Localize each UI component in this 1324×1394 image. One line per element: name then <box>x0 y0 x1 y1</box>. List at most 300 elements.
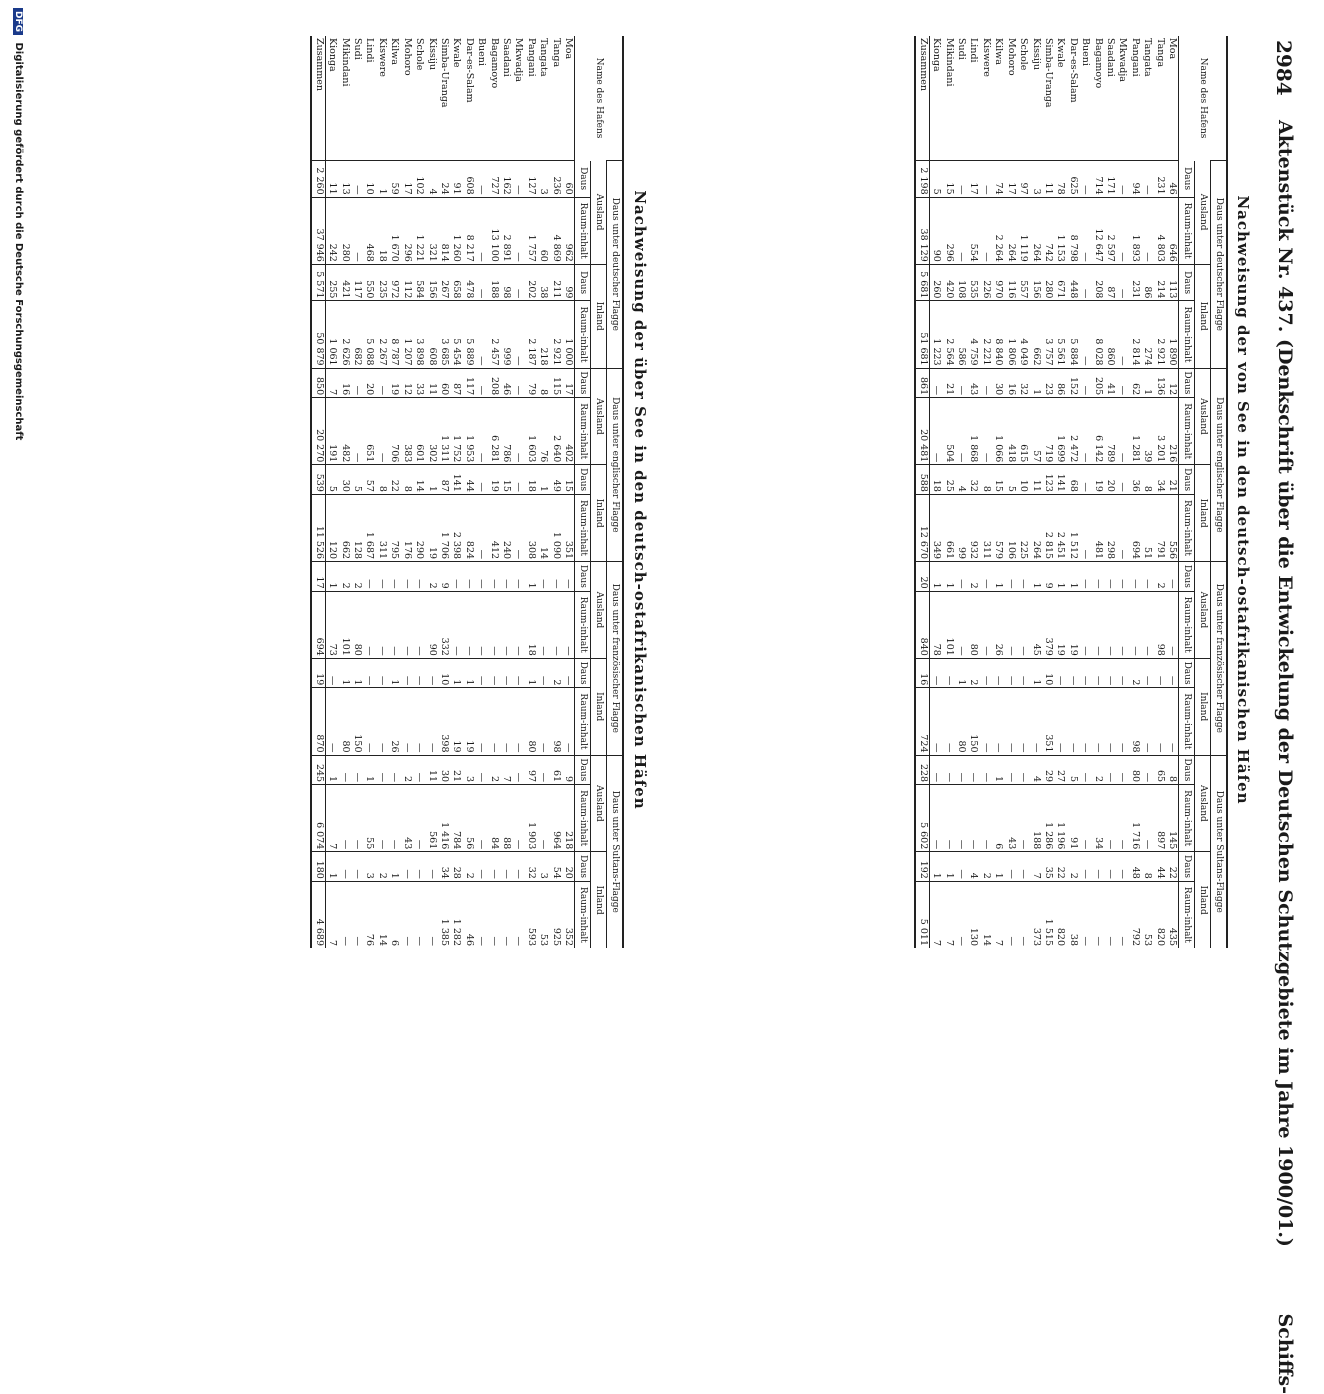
table-cell: — <box>1004 852 1016 882</box>
col-raum: Raum-inhalt <box>575 785 591 852</box>
table-cell: — <box>1116 688 1128 755</box>
col-daus: Daus <box>575 755 591 785</box>
table-cell: 141 <box>450 465 462 495</box>
table-row <box>351 36 363 948</box>
table-cell: 46 <box>1166 161 1179 198</box>
table-cell: 1 221 <box>413 197 425 264</box>
col-group-english: Daus unter englischer Flagge <box>607 368 624 561</box>
table-cell: 15 <box>562 465 575 495</box>
table-cell: 742 <box>1042 197 1054 264</box>
harbor-name: Moa <box>1167 38 1178 60</box>
table-cell: 6 142 <box>1091 398 1103 465</box>
table-cell: 1 <box>1029 562 1041 592</box>
table-cell: 352 <box>562 881 575 948</box>
table-cell: 14 <box>980 881 992 948</box>
total-cell: 51 681 <box>915 301 929 368</box>
table-cell: 17 <box>967 161 979 198</box>
table-cell: — <box>1079 688 1091 755</box>
table-cell: — <box>1079 658 1091 688</box>
table-cell: 9 <box>562 755 575 785</box>
harbor-name: Dar-es-Salam <box>463 38 475 103</box>
table-cell: 65 <box>1153 755 1165 785</box>
table-cell: 4 803 <box>1153 197 1165 264</box>
table-cell: — <box>955 562 967 592</box>
table-cell: — <box>1091 881 1103 948</box>
table-cell: 60 <box>562 161 575 198</box>
table-cell: 814 <box>438 197 450 264</box>
col-raum: Raum-inhalt <box>1179 494 1195 561</box>
table-row <box>1128 36 1140 948</box>
total-cell: 539 <box>311 465 325 495</box>
table-cell: 280 <box>1042 264 1054 301</box>
table-cell: 3 757 <box>1042 301 1054 368</box>
table-cell: 1 706 <box>438 494 450 561</box>
table-cell: — <box>487 562 499 592</box>
table-cell: — <box>942 688 954 755</box>
table-cell: 23 <box>1042 368 1054 398</box>
table-cell: 925 <box>549 881 561 948</box>
table-row <box>942 36 954 948</box>
table-cell: 1 <box>376 161 388 198</box>
table-cell: 115 <box>549 368 561 398</box>
col-daus: Daus <box>1179 368 1195 398</box>
table-cell: 57 <box>1029 398 1041 465</box>
table-cell: 7 <box>992 881 1004 948</box>
table-cell: 22 <box>388 465 400 495</box>
table-cell: — <box>376 591 388 658</box>
table-cell: 26 <box>388 688 400 755</box>
table-cell: 84 <box>487 785 499 852</box>
table-cell: — <box>413 852 425 882</box>
table-cell: 176 <box>400 494 412 561</box>
table-cell: — <box>562 562 575 592</box>
table-cell: 205 <box>1091 368 1103 398</box>
table-cell: — <box>1054 658 1066 688</box>
table-cell: 202 <box>524 264 536 301</box>
table-cell: — <box>1079 881 1091 948</box>
table-cell: 7 <box>929 881 942 948</box>
table-cell: 97 <box>1017 161 1029 198</box>
table-cell: 61 <box>549 755 561 785</box>
table-cell: 80 <box>955 688 967 755</box>
table-cell: 351 <box>1042 688 1054 755</box>
page-header-title <box>1274 120 1296 1394</box>
table-cell: — <box>1128 591 1140 658</box>
harbor-name: Saadani <box>1104 38 1116 77</box>
table-cell: 80 <box>967 591 979 658</box>
table-cell: — <box>980 688 992 755</box>
table-cell: 35 <box>1042 852 1054 882</box>
table-cell: 102 <box>413 161 425 198</box>
table-cell: 20 <box>1104 465 1116 495</box>
col-daus: Daus <box>1179 465 1195 495</box>
table-cell: — <box>512 197 524 264</box>
table-cell: 19 <box>1066 591 1078 658</box>
table-row <box>462 36 474 948</box>
table-cell: 7 <box>325 785 338 852</box>
table-cell: — <box>1066 688 1078 755</box>
table-cell: 727 <box>487 161 499 198</box>
table-cell: 2 921 <box>1153 301 1165 368</box>
table-cell: 101 <box>338 591 350 658</box>
col-daus: Daus <box>575 658 591 688</box>
table-cell: 435 <box>1166 881 1179 948</box>
table-cell: 20 <box>562 852 575 882</box>
total-cell: 19 <box>311 658 325 688</box>
table-cell: — <box>400 852 412 882</box>
table-cell: — <box>338 755 350 785</box>
table-cell: 860 <box>1104 301 1116 368</box>
table-cell: 1 <box>325 562 338 592</box>
table-cell: 39 <box>1141 398 1153 465</box>
table-cell: 80 <box>524 688 536 755</box>
table-cell: — <box>980 161 992 198</box>
table-cell: 1 <box>929 562 942 592</box>
table-cell: — <box>475 398 487 465</box>
table-cell: 2 <box>462 852 474 882</box>
col-sub-ausland: Ausland <box>1195 562 1211 659</box>
table-cell: 90 <box>425 591 437 658</box>
table-cell: — <box>1141 591 1153 658</box>
harbor-name: Dar-es-Salam <box>1067 38 1079 103</box>
table-row <box>400 36 412 948</box>
table-cell: 87 <box>450 368 462 398</box>
table-cell: 1 <box>992 755 1004 785</box>
table-cell: 420 <box>942 264 954 301</box>
table-cell: — <box>475 852 487 882</box>
table-cell: — <box>413 591 425 658</box>
table-cell: 17 <box>400 161 412 198</box>
harbor-name: Bueni <box>476 38 488 66</box>
table-cell: — <box>1141 161 1153 198</box>
table-cell: 29 <box>1042 755 1054 785</box>
col-group-english: Daus unter englischer Flagge <box>1211 368 1228 561</box>
table-cell: 21 <box>942 368 954 398</box>
harbor-name: Kissiju <box>1030 38 1042 70</box>
table-cell: 398 <box>438 688 450 755</box>
table-row <box>980 36 992 948</box>
table-cell: 608 <box>425 301 437 368</box>
table-cell: — <box>500 688 512 755</box>
table-cell: — <box>425 658 437 688</box>
table-row <box>1054 36 1066 948</box>
harbor-name: Sudi <box>352 38 364 60</box>
total-label: Zusammen <box>915 36 929 161</box>
table-cell: — <box>376 398 388 465</box>
table-cell: 55 <box>363 785 375 852</box>
table-cell: — <box>500 881 512 948</box>
col-raum: Raum-inhalt <box>575 197 591 264</box>
total-cell: 50 879 <box>311 301 325 368</box>
col-raum: Raum-inhalt <box>575 398 591 465</box>
table-cell: 792 <box>1128 881 1140 948</box>
table-cell: — <box>537 562 549 592</box>
table-departures <box>310 36 624 948</box>
table-cell: 658 <box>450 264 462 301</box>
table-cell: — <box>967 755 979 785</box>
table-cell: — <box>338 785 350 852</box>
table-cell: 141 <box>1054 465 1066 495</box>
table-cell: 11 <box>425 368 437 398</box>
total-cell: 38 129 <box>915 197 929 264</box>
table-cell: — <box>425 688 437 755</box>
harbor-name: Mikindani <box>943 38 955 87</box>
total-cell: 180 <box>311 852 325 882</box>
table-cell: 296 <box>400 197 412 264</box>
table-cell: — <box>1153 688 1165 755</box>
table-cell: 32 <box>1017 368 1029 398</box>
harbor-name: Simba-Uranga <box>438 38 450 108</box>
table-cell: — <box>1017 755 1029 785</box>
table-cell: 48 <box>1128 852 1140 882</box>
table-cell: 41 <box>1104 368 1116 398</box>
table-cell: — <box>512 591 524 658</box>
col-daus: Daus <box>1179 264 1195 301</box>
table-cell: 1 <box>942 852 954 882</box>
table-cell: — <box>475 881 487 948</box>
table-cell: 1 281 <box>1128 398 1140 465</box>
table-cell: 236 <box>549 161 561 198</box>
table-cell: 15 <box>992 465 1004 495</box>
table-cell: — <box>955 398 967 465</box>
table-cell: 298 <box>1104 494 1116 561</box>
table-cell: — <box>413 658 425 688</box>
table-cell: — <box>512 562 524 592</box>
table-cell: 5 561 <box>1054 301 1066 368</box>
table-cell: 10 <box>438 658 450 688</box>
table-cell: — <box>425 852 437 882</box>
table-row <box>487 36 499 948</box>
harbor-name: Bueni <box>1080 38 1092 66</box>
col-daus: Daus <box>575 368 591 398</box>
table-cell: — <box>363 562 375 592</box>
table-cell: — <box>351 368 363 398</box>
table-cell: 108 <box>955 264 967 301</box>
table-cell: — <box>929 688 942 755</box>
table-cell: 5 454 <box>450 301 462 368</box>
table-cell: 1 <box>338 658 350 688</box>
table-cell: — <box>1141 785 1153 852</box>
table-cell: 2 451 <box>1054 494 1066 561</box>
harbor-name: Lindi <box>364 38 376 63</box>
table-cell: — <box>450 562 462 592</box>
table-cell: 24 <box>438 161 450 198</box>
table-cell: — <box>980 591 992 658</box>
table-cell: — <box>500 591 512 658</box>
table-cell: 9 <box>1042 562 1054 592</box>
table-cell: 7 <box>325 881 338 948</box>
table-cell: 5 <box>351 465 363 495</box>
table-cell: 682 <box>351 301 363 368</box>
table-cell: — <box>487 591 499 658</box>
table-cell: 53 <box>1141 881 1153 948</box>
table-cell: 17 <box>1004 161 1016 198</box>
table-cell: — <box>475 755 487 785</box>
table-cell: 22 <box>1054 852 1066 882</box>
table-cell: 264 <box>1004 197 1016 264</box>
table-cell: 651 <box>363 398 375 465</box>
harbor-name: Lindi <box>968 38 980 63</box>
table-cell: 4 759 <box>967 301 979 368</box>
table-cell: 2 221 <box>980 301 992 368</box>
total-row <box>915 36 929 948</box>
table-cell: — <box>400 562 412 592</box>
table-cell: 448 <box>1066 264 1078 301</box>
col-sub-ausland: Ausland <box>1195 368 1211 465</box>
table-cell: 1 <box>351 658 363 688</box>
table-cell: 208 <box>1091 264 1103 301</box>
table-cell: 1 207 <box>400 301 412 368</box>
table-cell: 6 <box>992 785 1004 852</box>
table-cell: — <box>475 368 487 398</box>
table-cell: 972 <box>388 264 400 301</box>
table-cell: 19 <box>487 465 499 495</box>
table-cell: — <box>537 658 549 688</box>
table-cell: 412 <box>487 494 499 561</box>
harbor-name: Pangani <box>1129 38 1141 77</box>
table-cell: 34 <box>1153 465 1165 495</box>
table-cell: — <box>1166 591 1179 658</box>
table-cell: — <box>955 591 967 658</box>
table-cell: 5 088 <box>363 301 375 368</box>
footer-credit <box>13 0 24 1008</box>
table-cell: 601 <box>413 398 425 465</box>
harbor-name: Kionga <box>327 38 339 72</box>
col-daus: Daus <box>575 562 591 592</box>
table-cell: — <box>1141 658 1153 688</box>
table-cell: 1 716 <box>1128 785 1140 852</box>
table-cell: — <box>475 465 487 495</box>
total-cell: 5 571 <box>311 264 325 301</box>
table-cell: 11 <box>325 161 338 198</box>
table-cell: — <box>1141 755 1153 785</box>
table-cell: 27 <box>1054 755 1066 785</box>
table-cell: — <box>1017 688 1029 755</box>
table-cell: 1 090 <box>549 494 561 561</box>
table-cell: — <box>1029 688 1041 755</box>
table-cell: 8 <box>1166 755 1179 785</box>
table-cell: 10 <box>1017 465 1029 495</box>
table-cell: — <box>955 197 967 264</box>
col-sub-inland: Inland <box>591 264 607 368</box>
table-cell: 290 <box>413 494 425 561</box>
col-raum: Raum-inhalt <box>1179 301 1195 368</box>
total-cell: 20 270 <box>311 398 325 465</box>
col-raum: Raum-inhalt <box>1179 197 1195 264</box>
table-cell: 32 <box>967 465 979 495</box>
table-cell: 78 <box>1054 161 1066 198</box>
col-daus: Daus <box>1179 658 1195 688</box>
table-cell: 264 <box>1029 197 1041 264</box>
harbor-name: Simba-Uranga <box>1042 38 1054 108</box>
table-cell: 3 898 <box>413 301 425 368</box>
table-cell: 188 <box>487 264 499 301</box>
table-cell: — <box>512 264 524 301</box>
table-cell: 1 385 <box>438 881 450 948</box>
table-row <box>512 36 524 948</box>
table-cell: 68 <box>1066 465 1078 495</box>
table-cell: — <box>351 755 363 785</box>
harbor-name: Pangani <box>525 38 537 77</box>
table-cell: 962 <box>562 197 575 264</box>
table-cell: — <box>1079 197 1091 264</box>
table-cell: 1 <box>1029 368 1041 398</box>
table-cell: 12 647 <box>1091 197 1103 264</box>
table-cell: 383 <box>400 398 412 465</box>
table-cell: — <box>376 562 388 592</box>
table-cell: 113 <box>1166 264 1179 301</box>
table-cell: 2 <box>1128 658 1140 688</box>
table-row <box>1066 36 1078 948</box>
table-cell: — <box>955 755 967 785</box>
table-cell: 120 <box>325 494 338 561</box>
table-cell: 19 <box>388 368 400 398</box>
table-cell: — <box>980 562 992 592</box>
table-cell: — <box>1141 688 1153 755</box>
table-cell: 78 <box>929 591 942 658</box>
table-cell: 46 <box>462 881 474 948</box>
table-cell: 2 <box>425 562 437 592</box>
total-cell: 6 074 <box>311 785 325 852</box>
table-cell: 615 <box>1017 398 1029 465</box>
table-row <box>413 36 425 948</box>
table-cell: 14 <box>413 465 425 495</box>
table-cell: — <box>1116 785 1128 852</box>
col-sub-inland: Inland <box>591 658 607 755</box>
table-cell: 36 <box>1128 465 1140 495</box>
table-cell: 1 223 <box>929 301 942 368</box>
table-cell: 32 <box>524 852 536 882</box>
table-cell: 76 <box>537 398 549 465</box>
table-cell: 1 <box>1029 658 1041 688</box>
table-cell: 402 <box>562 398 575 465</box>
table-cell: — <box>413 562 425 592</box>
table-cell: — <box>929 398 942 465</box>
col-sub-inland: Inland <box>591 465 607 562</box>
table-cell: 786 <box>500 398 512 465</box>
table-cell: 6 281 <box>487 398 499 465</box>
table-cell: — <box>955 852 967 882</box>
table-cell: 662 <box>1029 301 1041 368</box>
table-cell: — <box>1104 852 1116 882</box>
table-cell: 123 <box>1042 465 1054 495</box>
table-cell: — <box>475 591 487 658</box>
table-cell: 1 <box>325 852 338 882</box>
total-cell: 11 526 <box>311 494 325 561</box>
table-cell: 478 <box>462 264 474 301</box>
total-cell: 20 481 <box>915 398 929 465</box>
table-cell: 2 814 <box>1128 301 1140 368</box>
table-cell: — <box>1153 658 1165 688</box>
col-sub-inland: Inland <box>1195 465 1211 562</box>
table-cell: — <box>376 658 388 688</box>
harbor-name: Bagamoyo <box>1092 38 1104 89</box>
col-sub-ausland: Ausland <box>591 368 607 465</box>
table-cell: — <box>512 852 524 882</box>
table-cell: 25 <box>942 465 954 495</box>
table-cell: — <box>376 755 388 785</box>
table-row <box>425 36 437 948</box>
table-cell: — <box>325 688 338 755</box>
table-cell: 482 <box>338 398 350 465</box>
table-cell: 49 <box>549 465 561 495</box>
table-cell: 351 <box>562 494 575 561</box>
table-cell: 1 806 <box>1004 301 1016 368</box>
table-cell: — <box>413 785 425 852</box>
table-cell: — <box>413 755 425 785</box>
total-cell: 12 670 <box>915 494 929 561</box>
table-cell: 418 <box>1004 398 1016 465</box>
